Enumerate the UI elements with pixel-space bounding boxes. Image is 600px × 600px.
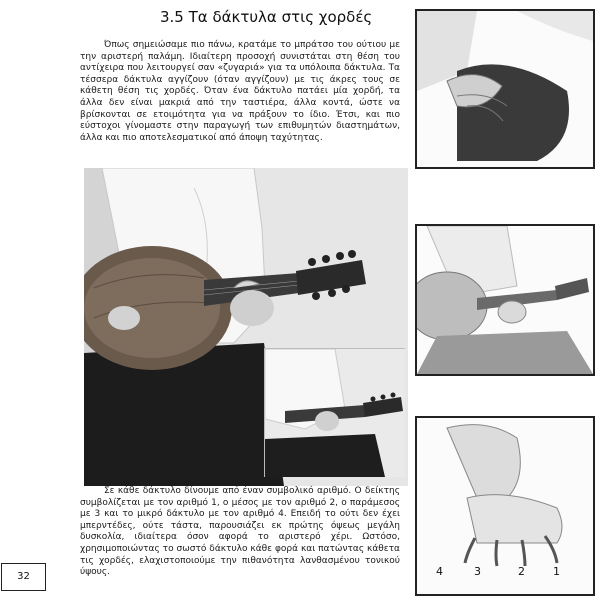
section-heading: 3.5 Τα δάκτυλα στις χορδές [160,8,373,26]
oud-player-inset-photo [264,348,405,477]
intro-paragraph: Όπως σημειώσαμε πιο πάνω, κρατάμε το μπράτσο του ούτιου με την αριστερή παλάμη. Ιδιαίτερη προσοχή συνιστάται στη θέση του αντίχειρα που λειτουργεί σαν «ζυγαριά» για τα υπόλοιπα δάκτυλα. Τα τέσσερα δάκτυλα αγγίζουν (όταν αγγίζουν) με τις άκρες τους σε κάθετη θέση τις χορδές. Όταν ένα δάκτυλο πατάει μία χορδή, τα άλλα δεν είναι μακριά από την ταστιέρα, άλλα κοντά, ώστε να βρίσκονται σε ετοιμότητα για να πράξουν το ίδιο. Έτσι, και πιο εύστοχοι γίνομαστε στην παραγωγή των επιθυμητών διαστημάτων, άλλα και πιο αποτελεσματικοί από άποψη ταχύτητας. [80,40,400,143]
finger-label-4: 4 [436,565,443,578]
finger-number-labels [436,565,586,581]
oud-drawing-middle [415,224,595,376]
finger-label-1: 1 [553,565,560,578]
page-number-box [1,563,46,591]
page-number: 32 [17,571,30,582]
finger-label-2: 2 [518,565,525,578]
finger-label-3: 3 [474,565,481,578]
hand-drawing-top [415,9,595,169]
finger-numbering-paragraph: Σε κάθε δάκτυλο δίνουμε από έναν συμβολικό αριθμό. Ο δείκτης συμβολίζεται με τον αριθμό 1, ο μέσος με τον αριθμό 2, ο παράμεσος με 3 και το μικρό δάκτυλο με τον αριθμό 4. Επειδή το ούτι δεν έχει μπερντέδες, ούτε τάστα, παρουσιάζει εκ πρώτης όψεως μεγάλη δυσκολία, ιδιαίτερα όσον αφορά το αριστερό χέρι. Ωστόσο, χρησιμοποιώντας το σωστό δάκτυλο κάθε φορά και πατώντας κάθετα τις χορδές, ελαχιστοποιούμε την πιθανότητα λανθασμένου τονικού ύψους. [80,486,400,578]
